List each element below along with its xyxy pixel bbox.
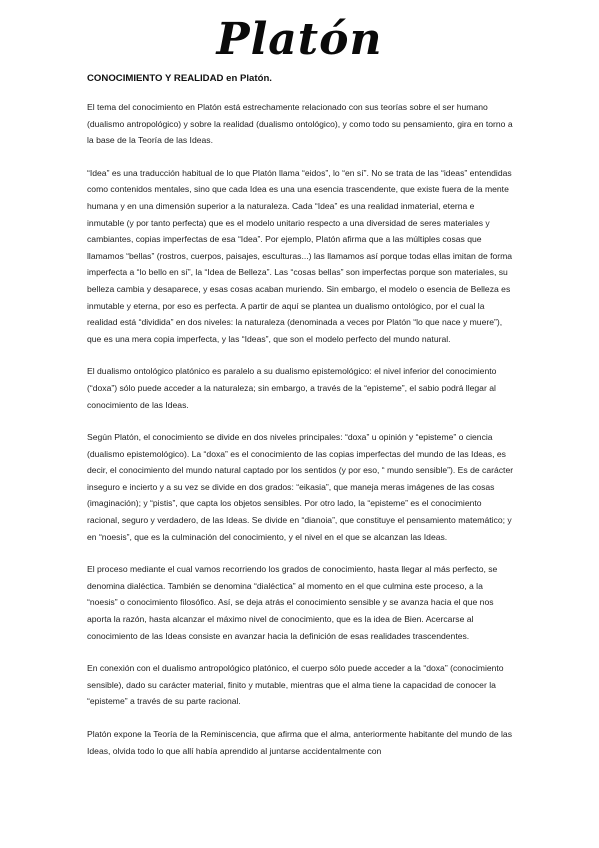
paragraph-alma: En conexión con el dualismo antropológico platónico, el cuerpo sólo puede acceder a la “doxa” (conocimiento sensible), dado su carácter material, finito y mutable, mientras que el alma tiene la capacidad de conocer la “episteme” a través de su parte racional. — [87, 663, 504, 707]
body-text — [87, 99, 514, 775]
document-title: Platón — [216, 14, 383, 65]
section-heading: CONOCIMIENTO Y REALIDAD en Platón. — [87, 73, 272, 84]
paragraph-intro: El tema del conocimiento en Platón está estrechamente relacionado con sus teorías sobre el ser humano (dualismo antropológico) y sobre la realidad (dualismo ontológico), y como todo su pensamiento, gira en torno a la base de la Teoría de las Ideas. — [87, 102, 513, 146]
paragraph-idea: “Idea” es una traducción habitual de lo que Platón llama “eidos”, lo “en sí”. No se trata de las “ideas” entendidas como contenidos mentales, sino que cada Idea es una una esencia trascendente, que existe fuera de la mente humana y en una dimensión superior a la naturaleza. Cada “Idea” es una realidad inmaterial, eterna e inmutable (y por tanto perfecta) que es el modelo unitario respecto a una diversidad de seres materiales y cambiantes, copias imperfectas de esa “Idea”. Por ejemplo, Platón afirma que a las múltiples cosas que llamamos “bellas” (rostros, cuerpos, paisajes, esculturas...) las llamamos así porque todas ellas imitan de forma imperfecta a “lo bello en sí”, la “Idea de Belleza”. Las “cosas bellas” son imperfectas porque son materiales, su belleza cambia y desaparece, y esas cosas acaban muriendo. Sin embargo, el modelo o esencia de Belleza es inmutable y eterna, por eso es perfecta. A partir de aquí se plantea un dualismo ontológico, por el cual la realidad está “dividida” en dos niveles: la naturaleza (denominada a veces por Platón “lo que nace y muere”), que es una mera copia imperfecta, y las “Ideas”, que son el modelo perfecto del mundo natural. — [87, 167, 513, 344]
paragraph-dualismo: El dualismo ontológico platónico es paralelo a su dualismo epistemológico: el nivel inferior del conocimiento (“doxa”) sólo puede acceder a la naturaleza; sin embargo, a través de la “episteme”, el sabio podrá llegar al conocimiento de las Ideas. — [87, 366, 497, 410]
paragraph-niveles: Según Platón, el conocimiento se divide en dos niveles principales: “doxa” u opinión y “episteme” o ciencia (dualismo epistemológico). La “doxa” es el conocimiento de las copias imperfectas del mundo de las Ideas, es decir, el conocimiento del mundo natural captado por los sentidos (y por eso, “ mundo sensible”). Es de carácter inseguro e incierto y a su vez se divide en dos grados: “eikasia”, que maneja meras imágenes de las cosas (imaginación); y “pistis”, que capta los objetos sensibles. Por otro lado, la “episteme” es el conocimiento racional, seguro y verdadero, de las Ideas. Se divide en “dianoia”, que constituye el pensamiento matemático; y en “noesis”, que es la culminación del conocimiento, y el nivel en el que se alcanzan las Ideas. — [87, 432, 514, 542]
paragraph-reminiscencia: Platón expone la Teoría de la Reminiscencia, que afirma que el alma, anteriormente habitante del mundo de las Ideas, olvida todo lo que allí había aprendido al juntarse accidentalmente con — [87, 729, 513, 756]
paragraph-dialectica: El proceso mediante el cual vamos recorriendo los grados de conocimiento, hasta llegar al más perfecto, se denomina dialéctica. También se denomina “dialéctica” al momento en el que culmina este proceso, a la “noesis” o conocimiento filosófico. Así, se deja atrás el conocimiento sensible y se avanza hacia el que nos aporta la razón, hasta alcanzar el máximo nivel de conocimiento, que es la idea de Bien. Acercarse al conocimiento de las Ideas consiste en avanzar hacia la definición de esas realidades trascendentes. — [87, 564, 498, 641]
